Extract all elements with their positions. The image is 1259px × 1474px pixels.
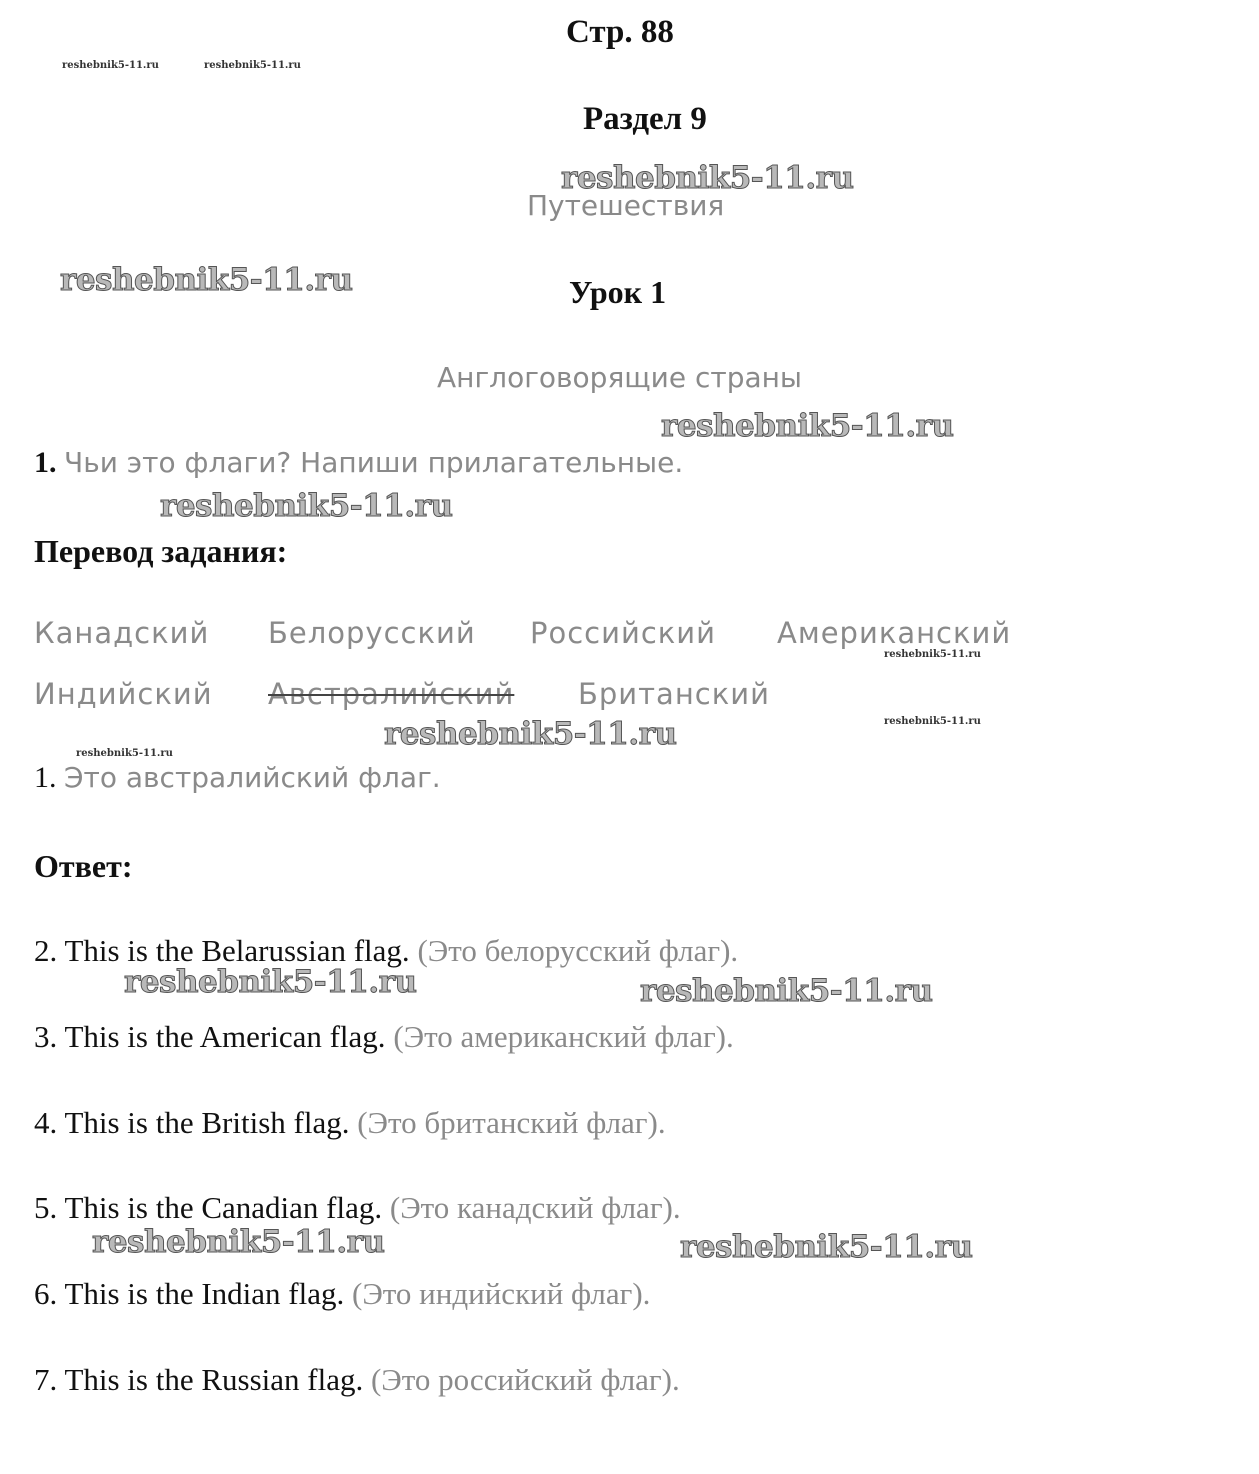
watermark: reshebnik5-11.ru [60,262,353,298]
answer-item [34,1362,680,1398]
answer-item [34,1190,681,1226]
section-title: Раздел 9 [583,101,707,137]
answer-ru: (Это британский флаг). [357,1105,666,1140]
watermark: reshebnik5-11.ru [561,160,854,196]
word-australian-struck: Австралийский [268,677,515,711]
translation-heading: Перевод задания: [34,533,288,569]
answer-en: 3. This is the American flag. [34,1019,386,1054]
word-russian: Российский [530,616,716,650]
watermark: reshebnik5-11.ru [124,964,417,1000]
answer-heading: Ответ: [34,848,133,884]
answer-ru: (Это российский флаг). [370,1362,680,1397]
watermark: reshebnik5-11.ru [62,60,159,71]
answer-item [34,1105,666,1141]
watermark: reshebnik5-11.ru [204,60,301,71]
answer-en: 4. This is the British flag. [34,1105,350,1140]
task-number: 1. [34,446,57,479]
example-text: Это австралийский флаг. [64,761,441,794]
answer-item [34,1276,650,1312]
watermark: reshebnik5-11.ru [640,973,933,1009]
lesson-subtitle: Англоговорящие страны [437,361,803,394]
watermark: reshebnik5-11.ru [661,408,954,444]
word-american: Американский [777,616,1012,650]
word-belarussian: Белорусский [268,616,476,650]
page-number: Стр. 88 [566,14,674,50]
word-indian: Индийский [34,677,213,711]
watermark: reshebnik5-11.ru [92,1224,385,1260]
word-canadian: Канадский [34,616,210,650]
example-line [34,761,441,795]
answer-en: 6. This is the Indian flag. [34,1276,345,1311]
lesson-title: Урок 1 [569,274,667,310]
answer-en: 2. This is the Belarussian flag. [34,933,410,968]
answer-ru: (Это американский флаг). [393,1019,734,1054]
example-number: 1. [34,761,57,794]
watermark: reshebnik5-11.ru [884,716,981,727]
answer-en: 7. This is the Russian flag. [34,1362,364,1397]
watermark: reshebnik5-11.ru [160,488,453,524]
answer-item [34,1019,734,1055]
watermark: reshebnik5-11.ru [884,649,981,660]
watermark: reshebnik5-11.ru [76,748,173,759]
section-subtitle: Путешествия [527,189,725,222]
answer-ru: (Это канадский флаг). [389,1190,681,1225]
answer-ru: (Это белорусский флаг). [417,933,739,968]
word-british: Британский [578,677,770,711]
watermark: reshebnik5-11.ru [680,1229,973,1265]
watermark: reshebnik5-11.ru [384,716,677,752]
task-text: Чьи это флаги? Напиши прилагательные. [64,446,684,479]
answer-ru: (Это индийский флаг). [352,1276,651,1311]
answer-en: 5. This is the Canadian flag. [34,1190,383,1225]
task-line [34,446,683,480]
